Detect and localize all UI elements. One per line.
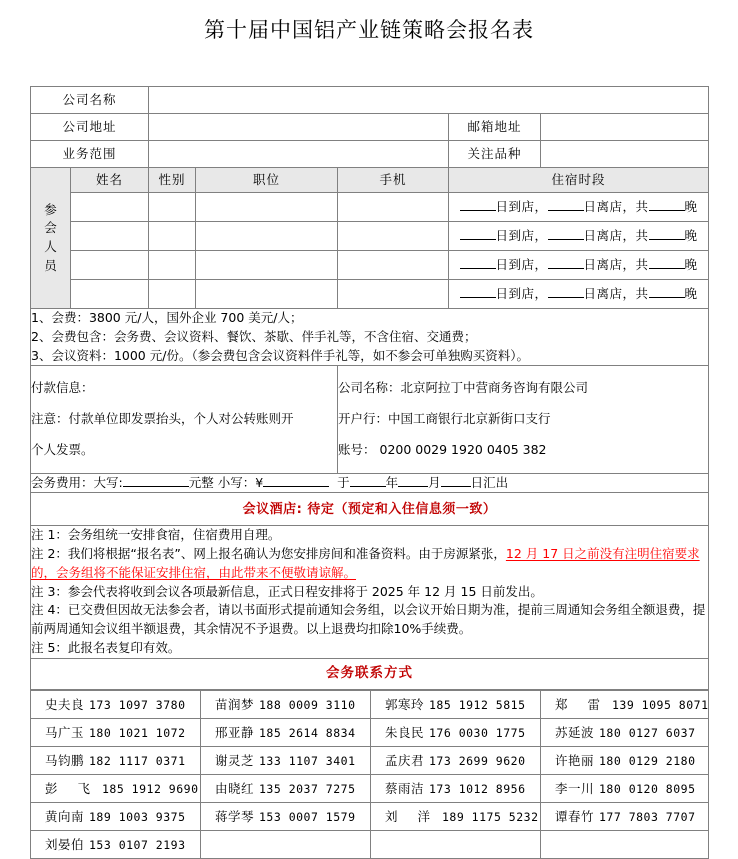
contact-phone: 182 1117 0371 <box>89 754 186 768</box>
input-participant-name[interactable] <box>71 222 149 251</box>
contact-name: 郭寒玲 <box>385 697 425 712</box>
stay-nights-label: 晚 <box>684 256 698 272</box>
input-participant-gender[interactable] <box>149 251 196 280</box>
label-company-name: 公司名称 <box>31 87 149 114</box>
stay-depart-label: 日离店，共 <box>583 227 649 243</box>
stay-arrive-blank[interactable] <box>460 210 496 211</box>
input-participant-gender[interactable] <box>149 193 196 222</box>
bank-branch: 开户行：中国工商银行北京新街口支行 <box>338 411 551 426</box>
contact-cell[interactable] <box>371 802 541 830</box>
contact-cell[interactable] <box>541 690 709 718</box>
amount-words-blank[interactable] <box>123 486 189 487</box>
participant-row <box>31 280 709 309</box>
input-participant-position[interactable] <box>196 280 338 309</box>
stay-depart-label: 日离店，共 <box>583 198 649 214</box>
participant-row <box>31 251 709 280</box>
contact-phone: 139 1095 8071 <box>611 698 709 712</box>
contact-phone: 180 0127 6037 <box>599 726 696 740</box>
row-hotel-notice <box>31 493 709 526</box>
remittance-mid-2: 于 <box>337 474 350 490</box>
contact-name: 李一川 <box>555 781 595 796</box>
bank-company-name: 公司名称：北京阿拉丁中营商务咨询有限公司 <box>338 379 589 395</box>
contact-phone: 189 1003 9375 <box>89 810 186 824</box>
input-participant-position[interactable] <box>196 222 338 251</box>
contact-cell[interactable] <box>541 746 709 774</box>
input-stay-period[interactable] <box>449 251 709 280</box>
amount-figures-blank[interactable] <box>263 486 329 487</box>
contact-cell[interactable] <box>541 802 709 830</box>
contact-cell-empty[interactable] <box>371 830 541 858</box>
contact-row <box>31 830 709 858</box>
contact-phone: 180 0129 2180 <box>599 754 696 768</box>
stay-arrive-label: 日到店， <box>495 227 548 243</box>
stay-nights-blank[interactable] <box>649 239 685 240</box>
participant-row <box>31 193 709 222</box>
stay-arrive-label: 日到店， <box>495 256 548 272</box>
note-1: 注 1：会务组统一安排食宿，住宿费用自理。 <box>31 527 281 543</box>
contact-row <box>31 718 709 746</box>
input-participant-gender[interactable] <box>149 280 196 309</box>
contact-name: 彭 飞 <box>45 781 98 796</box>
input-stay-period[interactable] <box>449 222 709 251</box>
contact-cell[interactable] <box>541 718 709 746</box>
contact-name: 黄向南 <box>45 809 85 824</box>
contact-name: 孟庆君 <box>385 753 425 768</box>
fees-block <box>31 309 709 366</box>
input-stay-period[interactable] <box>449 193 709 222</box>
stay-depart-blank[interactable] <box>548 268 584 269</box>
input-participant-phone[interactable] <box>338 251 449 280</box>
contact-phone: 185 2614 8834 <box>259 726 356 740</box>
row-fees <box>31 309 709 366</box>
stay-nights-label: 晚 <box>684 285 698 301</box>
contact-cell[interactable] <box>201 802 371 830</box>
input-participant-name[interactable] <box>71 280 149 309</box>
contact-cell[interactable] <box>371 774 541 802</box>
contact-phone: 173 1012 8956 <box>429 782 526 796</box>
contact-name: 苏延波 <box>555 725 595 740</box>
stay-nights-label: 晚 <box>684 198 698 214</box>
input-participant-name[interactable] <box>71 193 149 222</box>
row-remittance <box>31 473 709 493</box>
row-business-scope <box>31 141 709 168</box>
contact-row <box>31 690 709 718</box>
fee-line-3: 3、会议资料：1000 元/份。（参会费包含会议资料伴手礼等，如不参会可单独购买资料）。 <box>31 347 529 363</box>
contact-cell[interactable] <box>31 774 201 802</box>
contact-name: 谢灵芝 <box>215 753 255 768</box>
input-participant-position[interactable] <box>196 193 338 222</box>
row-participants-header <box>31 168 709 193</box>
fee-line-2: 2、会费包含：会务费、会议资料、餐饮、茶歇、伴手礼等，不含住宿、交通费； <box>31 328 477 344</box>
year-blank[interactable] <box>350 486 386 487</box>
contact-cell[interactable] <box>31 802 201 830</box>
contact-name: 蒋学琴 <box>215 809 255 824</box>
contact-phone: 133 1107 3401 <box>259 754 356 768</box>
payment-left-block <box>31 366 338 473</box>
stay-depart-blank[interactable] <box>548 210 584 211</box>
stay-nights-blank[interactable] <box>649 210 685 211</box>
contact-name: 许艳丽 <box>555 753 595 768</box>
label-business-scope: 业务范围 <box>31 141 149 168</box>
input-participant-phone[interactable] <box>338 193 449 222</box>
header-name: 姓名 <box>71 168 149 193</box>
input-participant-phone[interactable] <box>338 222 449 251</box>
month-blank[interactable] <box>398 486 428 487</box>
hotel-notice-text: 会议酒店: 待定（预定和入住信息须一致） <box>31 493 709 526</box>
contact-phone: 189 1175 5232 <box>441 810 539 824</box>
contact-phone: 173 1097 3780 <box>89 698 186 712</box>
label-participants-side <box>31 168 71 309</box>
contact-name: 郑 雷 <box>555 697 608 712</box>
stay-nights-blank[interactable] <box>649 297 685 298</box>
row-notes <box>31 526 709 658</box>
contact-phone: 185 1912 5815 <box>429 698 526 712</box>
vert-char-2: 会 <box>44 220 57 236</box>
contact-name: 苗润梦 <box>215 697 255 712</box>
contact-phone: 153 0107 2193 <box>89 838 186 852</box>
payment-note-line-1: 注意：付款单位即发票抬头，个人对公转账则开 <box>31 411 294 426</box>
contact-name: 谭春竹 <box>555 809 595 824</box>
contact-name: 马广玉 <box>45 725 85 740</box>
contact-cell[interactable] <box>31 746 201 774</box>
contact-cell-empty[interactable] <box>201 830 371 858</box>
payment-right-block <box>338 366 709 473</box>
contact-name: 刘晏伯 <box>45 837 85 852</box>
contact-name: 朱良民 <box>385 725 425 740</box>
bank-account-number: 账号： 0200 0029 1920 0405 382 <box>338 442 547 458</box>
notes-block <box>31 526 709 658</box>
contact-name: 马钧鹏 <box>45 753 85 768</box>
contact-name: 刘 洋 <box>385 809 438 824</box>
contact-row <box>31 802 709 830</box>
contact-cell[interactable] <box>31 718 201 746</box>
label-focus-variety: 关注品种 <box>449 141 541 168</box>
input-participant-gender[interactable] <box>149 222 196 251</box>
contact-name: 由晓红 <box>215 781 255 796</box>
contact-cell[interactable] <box>201 746 371 774</box>
input-participant-position[interactable] <box>196 251 338 280</box>
vert-char-3: 人 <box>44 239 57 254</box>
fee-line-1: 1、会费：3800 元/人，国外企业 700 美元/人； <box>31 310 303 325</box>
contact-phone: 135 2037 7275 <box>259 782 356 796</box>
input-company-name[interactable] <box>149 87 709 114</box>
payment-heading: 付款信息： <box>31 379 94 395</box>
stay-nights-blank[interactable] <box>649 268 685 269</box>
contact-cell[interactable] <box>201 774 371 802</box>
remittance-month-label: 月 <box>428 474 441 490</box>
input-participant-phone[interactable] <box>338 280 449 309</box>
header-mobile: 手机 <box>338 168 449 193</box>
contact-cell[interactable] <box>201 718 371 746</box>
row-contacts-title <box>31 658 709 689</box>
input-business-scope[interactable] <box>149 141 449 168</box>
stay-depart-label: 日离店，共 <box>583 285 649 301</box>
remittance-line[interactable] <box>31 473 709 493</box>
contact-phone: 180 1021 1072 <box>89 726 186 740</box>
contact-name: 蔡雨洁 <box>385 781 425 796</box>
remittance-day-label: 日汇出 <box>470 474 509 490</box>
contact-row <box>31 746 709 774</box>
input-email-address[interactable] <box>541 114 709 141</box>
stay-arrive-blank[interactable] <box>460 239 496 240</box>
stay-depart-blank[interactable] <box>548 297 584 298</box>
header-gender: 性别 <box>149 168 196 193</box>
remittance-prefix: 会务费用：大写: <box>31 474 123 490</box>
label-company-address: 公司地址 <box>31 114 149 141</box>
contact-name: 史夫良 <box>45 697 85 712</box>
contact-cell[interactable] <box>371 690 541 718</box>
stay-depart-blank[interactable] <box>548 239 584 240</box>
contact-phone: 185 1912 9690 <box>101 782 199 796</box>
stay-nights-label: 晚 <box>684 227 698 243</box>
input-focus-variety[interactable] <box>541 141 709 168</box>
header-position: 职位 <box>196 168 338 193</box>
contact-row <box>31 774 709 802</box>
contact-phone: 180 0120 8095 <box>599 782 696 796</box>
header-stay-period: 住宿时段 <box>449 168 709 193</box>
row-payment-info <box>31 366 709 473</box>
payment-note-line-2: 个人发票。 <box>31 442 94 458</box>
contacts-table <box>30 690 709 859</box>
input-company-address[interactable] <box>149 114 449 141</box>
contact-phone: 188 0009 3110 <box>259 698 356 712</box>
stay-arrive-blank[interactable] <box>460 297 496 298</box>
stay-arrive-blank[interactable] <box>460 268 496 269</box>
stay-arrive-label: 日到店， <box>495 198 548 214</box>
vert-char-1: 参 <box>44 201 57 217</box>
contact-cell[interactable] <box>371 746 541 774</box>
vert-char-4: 员 <box>44 257 57 273</box>
day-blank[interactable] <box>441 486 471 487</box>
input-stay-period[interactable] <box>449 280 709 309</box>
contact-phone: 176 0030 1775 <box>429 726 526 740</box>
contacts-title: 会务联系方式 <box>31 658 709 689</box>
form-container <box>30 86 708 859</box>
label-email-address: 邮箱地址 <box>449 114 541 141</box>
remittance-year-label: 年 <box>385 474 399 490</box>
contact-cell[interactable] <box>201 690 371 718</box>
stay-depart-label: 日离店，共 <box>583 256 649 272</box>
contact-phone: 173 2699 9620 <box>429 754 526 768</box>
input-participant-name[interactable] <box>71 251 149 280</box>
note-4: 注 4：已交费但因故无法参会者，请以书面形式提前通知会务组，以会议开始日期为准，提前三周通知会务组全额退费，提前两周通知会议组半额退费，其余情况不予退费。以上退费均扣除10%手续费。 <box>31 602 706 636</box>
contact-cell[interactable] <box>31 830 201 858</box>
contact-phone: 177 7803 7707 <box>599 810 696 824</box>
remittance-mid-1: 元整 小写：¥ <box>188 474 264 490</box>
main-form-table <box>30 86 709 690</box>
page-title: 第十届中国铝产业链策略会报名表 <box>204 18 534 42</box>
stay-arrive-label: 日到店， <box>495 285 548 301</box>
participant-row <box>31 222 709 251</box>
contact-cell-empty[interactable] <box>541 830 709 858</box>
contact-name: 邢亚静 <box>215 725 255 740</box>
note-3: 注 3：参会代表将收到会议各项最新信息，正式日程安排将于 2025 年 12 月 15 日前发出。 <box>31 583 543 599</box>
note-2 <box>31 545 708 583</box>
contact-phone: 153 0007 1579 <box>259 810 356 824</box>
row-company-address <box>31 114 709 141</box>
contact-cell[interactable] <box>31 690 201 718</box>
contact-cell[interactable] <box>541 774 709 802</box>
note-2-plain: 注 2：我们将根据“报名表”、网上报名确认为您安排房间和准备资料。由于房源紧张， <box>31 546 506 561</box>
note-5: 注 5：此报名表复印有效。 <box>31 639 181 655</box>
row-company-name <box>31 87 709 114</box>
contact-cell[interactable] <box>371 718 541 746</box>
note-2-highlight: 12 月 17 日之前没有注明住宿要求的，会务组将不能保证安排住宿，由此带来不便敬请谅解。 <box>31 546 700 580</box>
